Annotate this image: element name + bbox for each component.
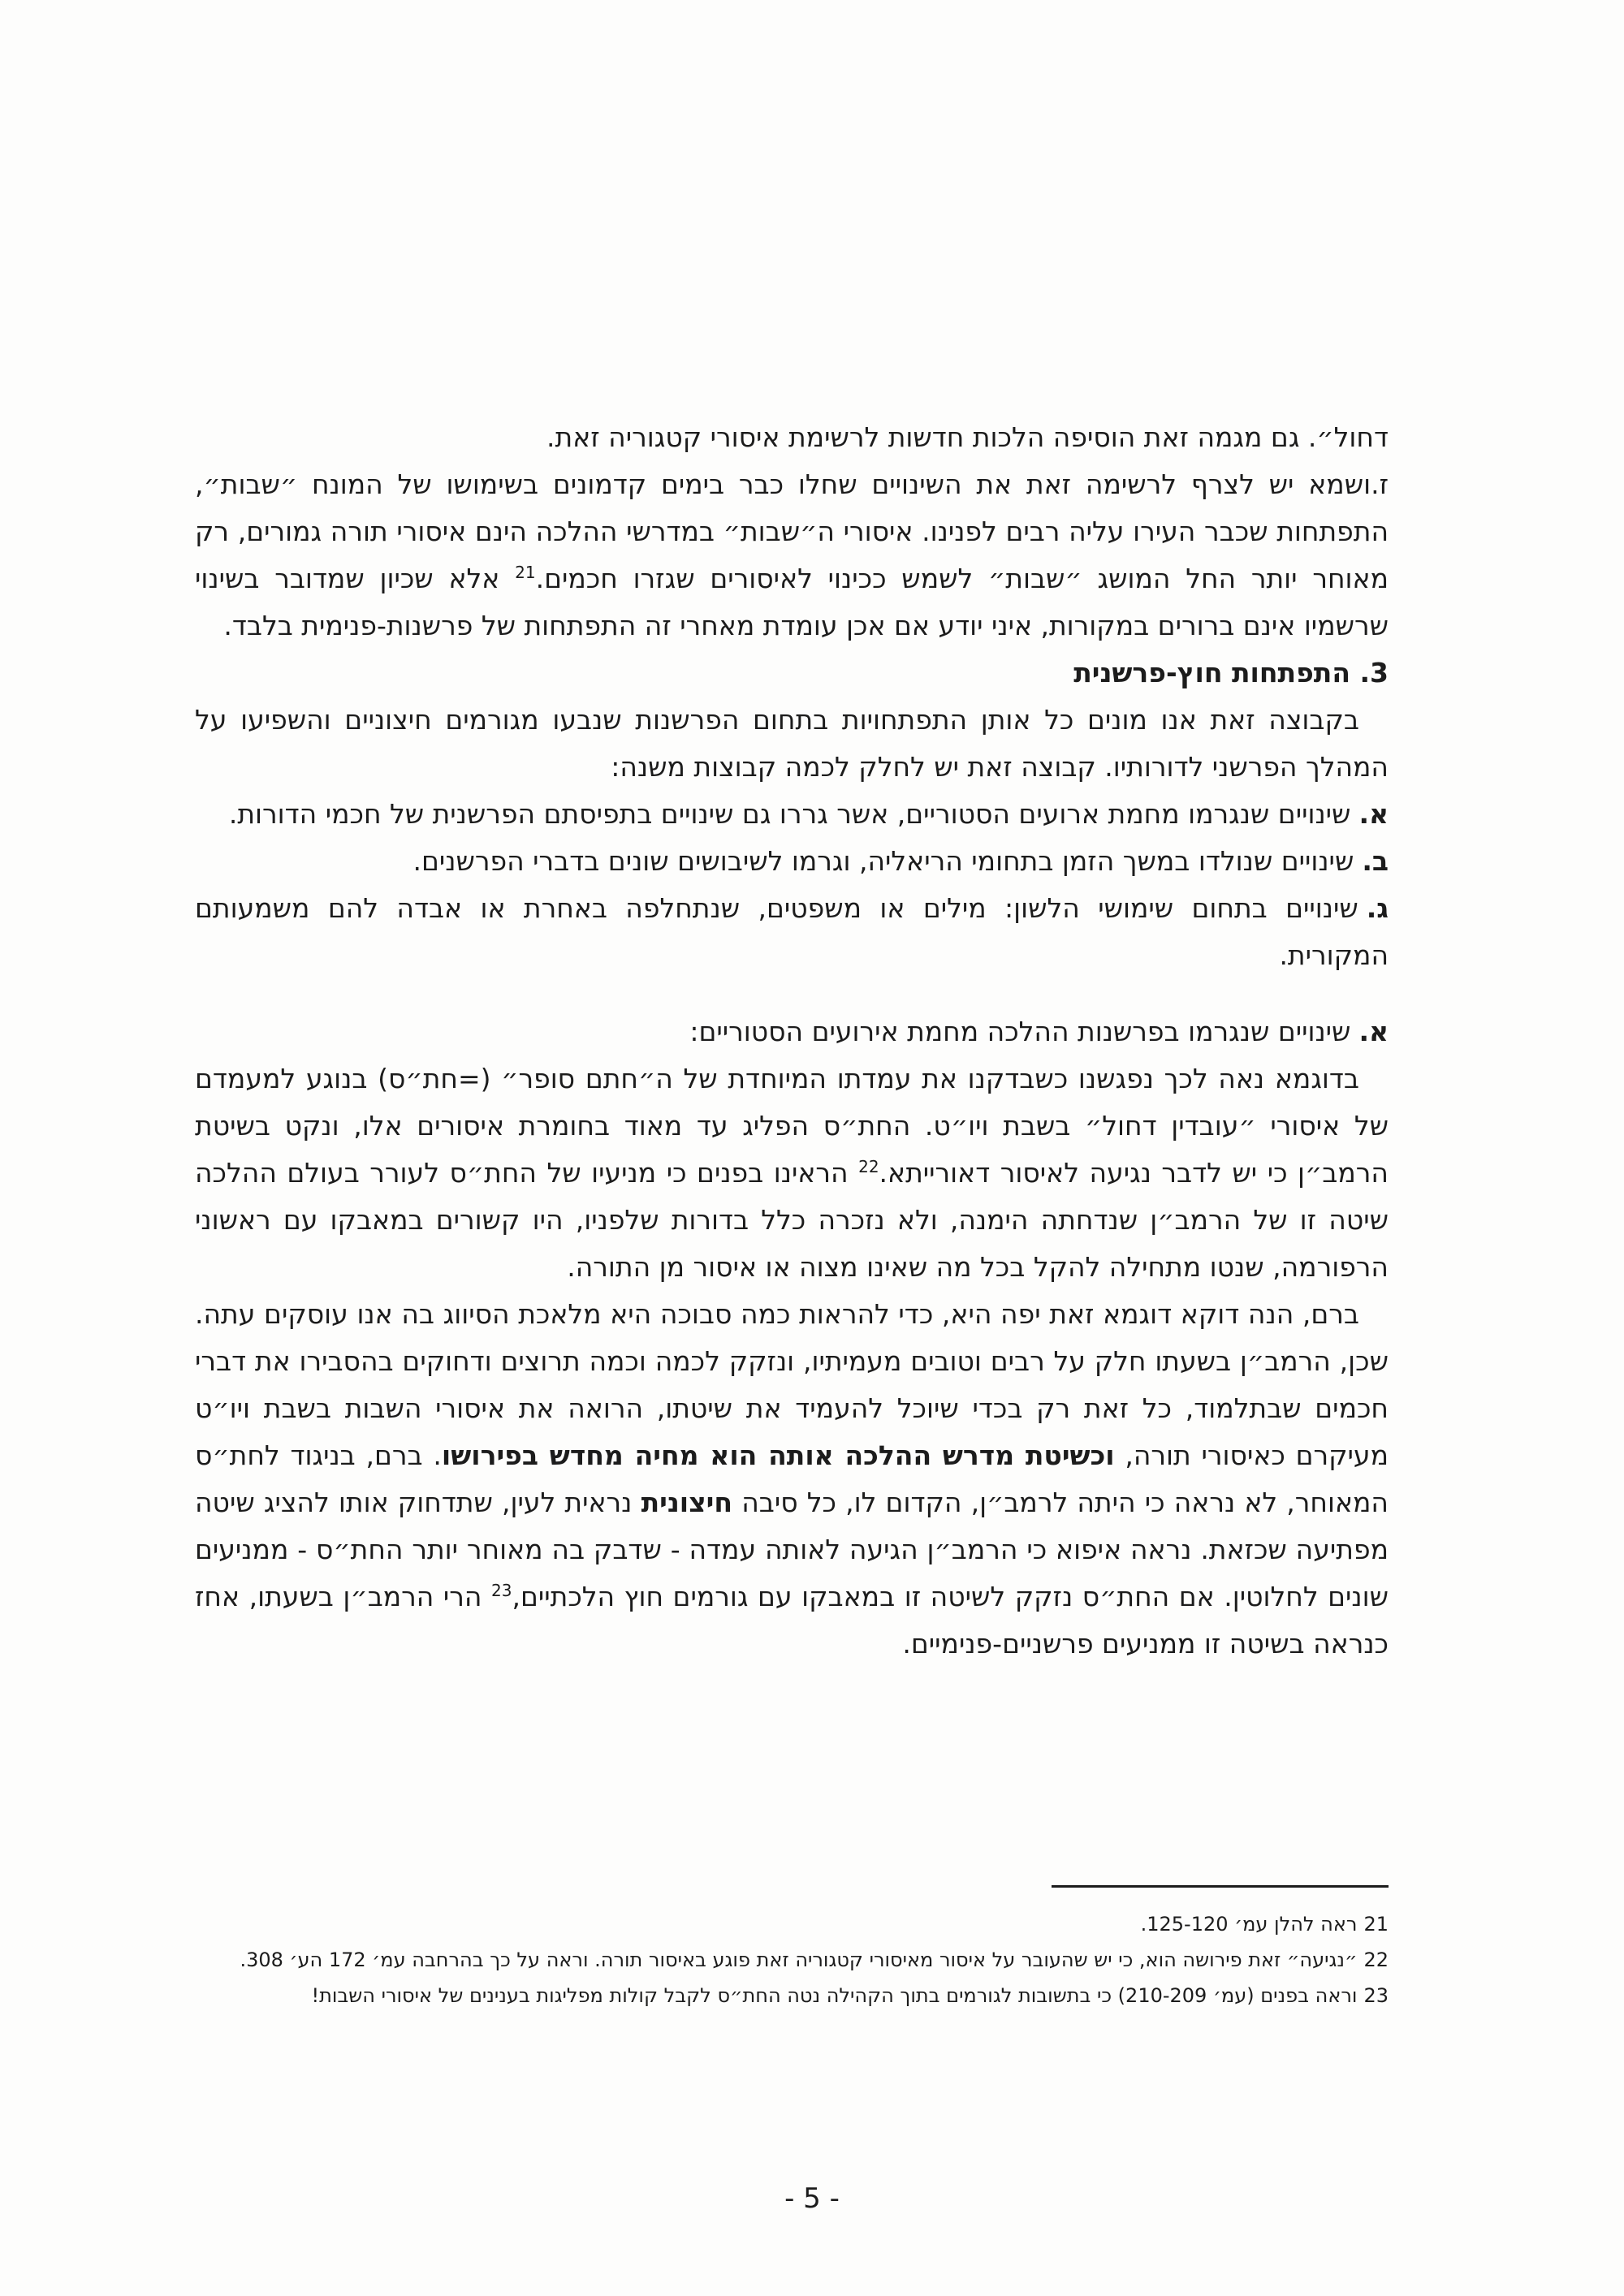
section-heading: 3. התפתחות חוץ-פרשנית (1073, 657, 1389, 688)
paragraph-shvut (195, 461, 1389, 650)
paragraph-chatam-sofer-text: בדוגמא נאה לכך נפגשנו כשבדקנו את עמדתו המיוחדת של ה״חתם סופר״ (=חת״ס) בנוגע למעמדם של איסורי ״עובדין דחול״ בשבת ויו״ט. החת״ס הפליג עד מאוד בחומרת איסורים אלו, ונקט בשיטת הרמב״ן כי יש לדבר נגיעה לאיסור דאורייתא. (195, 1063, 1389, 1189)
main-text (195, 414, 1389, 1668)
paragraph-ramban (195, 1291, 1389, 1668)
paragraph-ramban-bold2: חיצונית (641, 1487, 733, 1518)
paragraph-ramban-d: הרי הרמב״ן בשעתו, אחז כנראה בשיטה זו ממניעים פרשניים-פנימיים. (195, 1581, 1389, 1659)
paragraph-ramban-a: ברם, הנה דוקא דוגמא זאת יפה היא, כדי להראות כמה סבוכה היא מלאכת הסיווג בה אנו עוסקים עתה. שכן, הרמב״ן בשעתו חלק על רבים וטובים מעמיתיו, ונזקק לכמה וכמה תרוצים ודחוקים בהסבירו את דברי חכמים שבתלמוד, כל זאת רק בכדי שיוכל להעמיד את שיטתו, הרואה את איסורי השבות בשבת ויו״ט מעיקרם כאיסורי תורה, (195, 1298, 1389, 1471)
subsection-text: שינויים שנגרמו בפרשנות ההלכה מחמת אירועים הסטוריים: (689, 1016, 1351, 1047)
footnote-ref-23[interactable]: 23 (491, 1581, 512, 1600)
footnote-divider (1052, 1885, 1389, 1888)
paragraph-ramban-c: נראית לעין, שתדחוק אותו להציג שיטה מפתיעה שכזאת. נראה איפוא כי הרמב״ן הגיעה לאותה עמדה - שדבק בה מאוחר יותר החת״ס - ממניעים שונים לחלוטין. אם החת״ס נזקק לשיטה זו במאבקו עם גורמים חוץ הלכתיים, (195, 1487, 1389, 1612)
list-item (195, 885, 1389, 979)
footnote-number: 23 (1363, 1984, 1389, 2007)
footnote-number: 21 (1363, 1913, 1389, 1936)
footnote-ref-21[interactable]: 21 (515, 563, 536, 582)
footnote (195, 1979, 1389, 2012)
list-item (195, 791, 1389, 838)
subsection-heading (195, 1008, 1389, 1055)
paragraph-ramban-b: . ברם, בניגוד לחת״ס המאוחר, לא נראה כי היתה לרמב״ן, הקדום לו, כל סיבה (195, 1439, 1389, 1518)
paragraph-ramban-bold: וכשיטת מדרש ההלכה אותה הוא מחיה מחדש בפירושו (441, 1439, 1115, 1471)
list-item-letter: א. (1358, 798, 1389, 830)
footnote-ref-22[interactable]: 22 (858, 1157, 879, 1176)
footnote-text: וראה בפנים (עמ׳ 210-209) כי בתשובות לגורמים בתוך הקהילה נטה החת״ס לקבל קולות מפליגות בענינים של איסורי השבות! (311, 1984, 1358, 2007)
footnote (195, 1908, 1389, 1940)
footnotes (195, 1908, 1389, 2015)
footnote (195, 1944, 1389, 1976)
paragraph-continuation: דחול״. גם מגמה זאת הוסיפה הלכות חדשות לרשימת איסורי קטגוריה זאת. (546, 421, 1389, 453)
section-intro: בקבוצה זאת אנו מונים כל אותן התפתחויות בתחום הפרשנות שנבעו מגורמים חיצוניים והשפיעו על המהלך הפרשני לדורותיו. קבוצה זאת יש לחלק לכמה קבוצות משנה: (195, 704, 1389, 783)
paragraph-chatam-sofer (195, 1055, 1389, 1291)
footnote-text: ״נגיעה״ זאת פירושה הוא, כי יש שהעובר על איסור מאיסורי קטגוריה זאת פוגע באיסור תורה. וראה על כך בהרחבה עמ׳ 172 הע׳ 308. (240, 1949, 1358, 1971)
footnote-number: 22 (1363, 1949, 1389, 1971)
subsection-letter: א. (1358, 1016, 1389, 1047)
list-item-text: שינויים שנולדו במשך הזמן בתחומי הריאליה, וגרמו לשיבושים שונים בדברי הפרשנים. (412, 845, 1354, 877)
paragraph-shvut-tail: אלא שכיון שמדובר בשינוי שרשמיו אינם ברורים במקורות, איני יודע אם אכן עומדת מאחרי זה התפתחות של פרשנות-פנימית בלבד. (195, 563, 1389, 641)
footnote-text: ראה להלן עמ׳ 125-120. (1140, 1913, 1358, 1936)
list-item-text: שינויים שנגרמו מחמת ארועים הסטוריים, אשר גררו גם שינויים בתפיסתם הפרשנית של חכמי הדורות. (228, 798, 1351, 830)
spacer (195, 979, 1389, 1008)
list-item-text: שינויים בתחום שימושי הלשון: מילים או משפטים, שנתחלפה באחרת או אבדה להם משמעותם המקורית. (195, 892, 1389, 971)
page-number: - 5 - (784, 2182, 840, 2215)
paragraph-chatam-sofer-tail: הראינו בפנים כי מניעיו של החת״ס לעורר בעולם ההלכה שיטה זו של הרמב״ן שנדחתה הימנה, ולא נזכרה כלל בדורות שלפניו, היו קשורים במאבקו עם ראשוני הרפורמה, שנטו מתחילה להקל בכל מה שאינו מצוה או איסור מן התורה. (195, 1157, 1389, 1283)
list-item-letter: ב. (1362, 845, 1389, 877)
list-item-letter: ג. (1366, 892, 1389, 924)
list-item (195, 838, 1389, 885)
paragraph-shvut-text: ז.ושמא יש לצרף לרשימה זאת את השינויים שחלו כבר בימים קדמונים בשימושו של המונח ״שבות״, התפתחות שכבר העירו עליה רבים לפנינו. איסורי ה״שבות״ במדרשי ההלכה הינם איסורי תורה גמורים, רק מאוחר יותר החל המושג ״שבות״ לשמש ככינוי לאיסורים שגזרו חכמים. (195, 468, 1389, 594)
